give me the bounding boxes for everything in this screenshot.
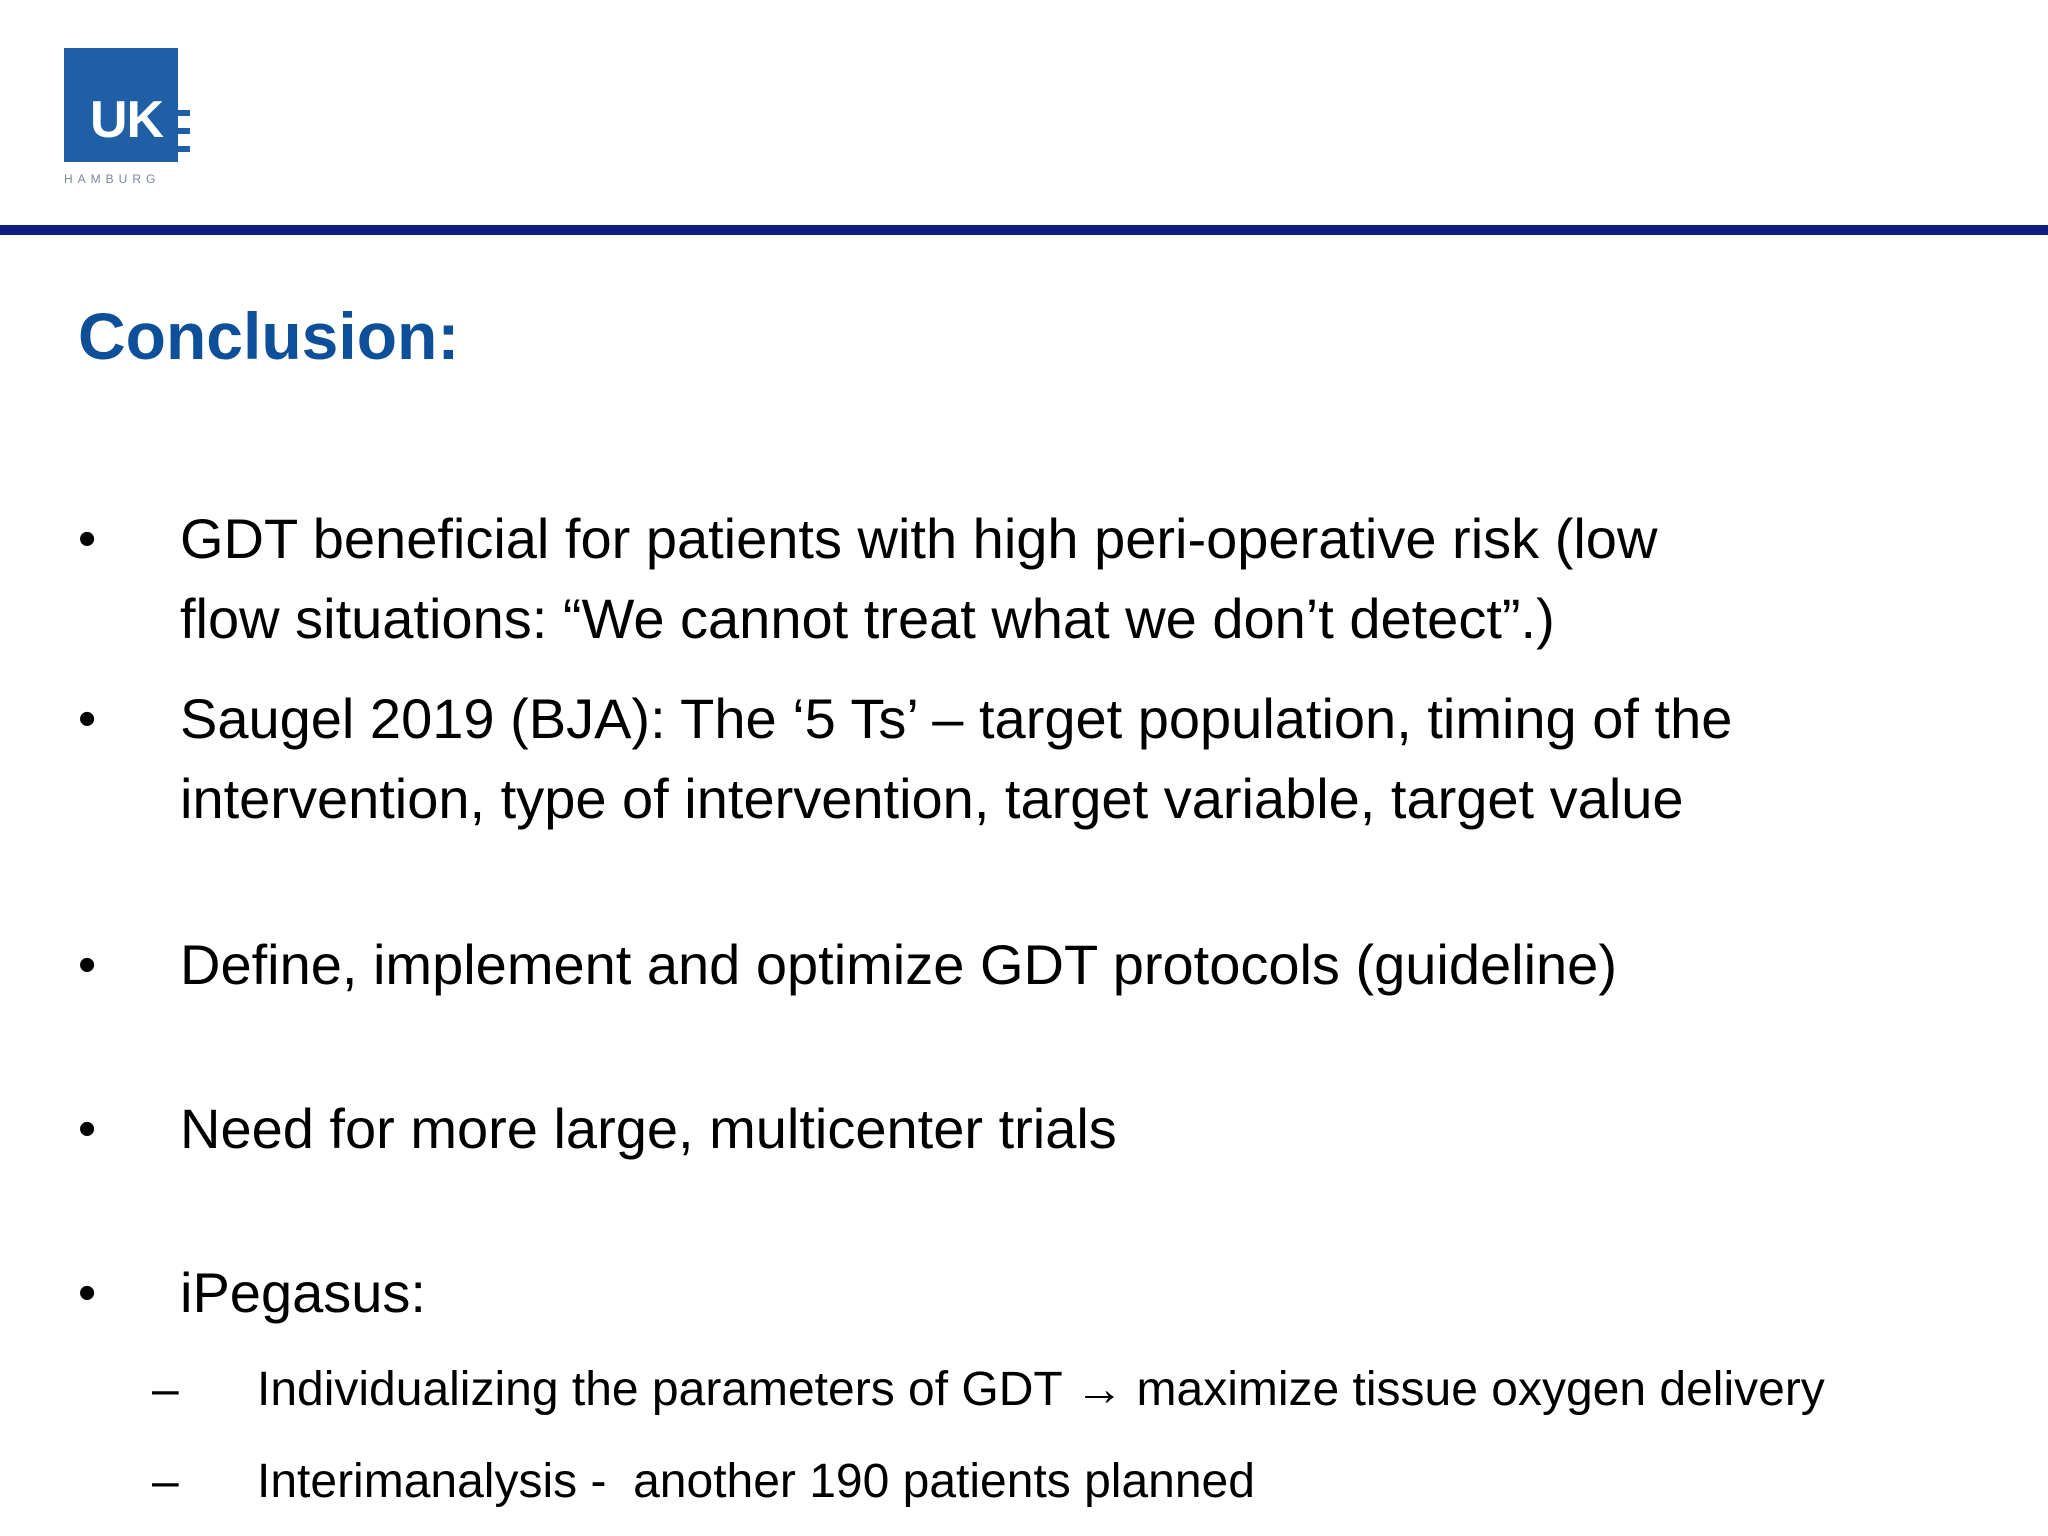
logo-mark: [178, 146, 190, 152]
header-divider: [0, 225, 2048, 235]
bullet-text: [180, 1253, 1980, 1333]
slide-title: Conclusion:: [78, 299, 460, 373]
bullet-text: [180, 925, 1980, 1005]
bullet-marker: •: [78, 510, 97, 568]
bullet-line: Define, implement and optimize GDT protocols (guideline): [180, 933, 1617, 996]
bullet-line: flow situations: “We cannot treat what we don’t detect”.): [180, 587, 1555, 650]
bullet-line: GDT beneficial for patients with high peri-operative risk (low: [180, 507, 1658, 570]
subbullet-text: Interimanalysis - another 190 patients planned: [257, 1455, 1255, 1508]
subbullet-text-after: maximize tissue oxygen delivery: [1136, 1363, 1825, 1416]
subbullet-text-before: Individualizing the parameters of GDT: [257, 1363, 1062, 1416]
logo-mark: [178, 128, 190, 134]
bullet-marker: •: [78, 1264, 97, 1322]
bullet-line: Saugel 2019 (BJA): The ‘5 Ts’ – target population, timing of the: [180, 687, 1733, 750]
bullet-line: iPegasus:: [180, 1261, 426, 1324]
bullet-text: [180, 499, 1980, 659]
subbullet-marker: –: [152, 1455, 179, 1508]
arrow-right-icon: →: [1075, 1363, 1124, 1416]
logo-subtitle: HAMBURG: [64, 172, 161, 186]
bullet-line: Need for more large, multicenter trials: [180, 1097, 1117, 1160]
logo-text: UK: [90, 91, 164, 149]
logo-mark: [178, 110, 190, 116]
subbullet-marker: –: [152, 1363, 179, 1416]
bullet-text: [180, 1089, 1980, 1169]
bullet-marker: •: [78, 690, 97, 748]
uke-logo: [64, 48, 214, 198]
bullet-text: [180, 679, 1980, 839]
bullet-marker: •: [78, 1100, 97, 1158]
subbullet-text: [257, 1357, 1825, 1423]
logo-box: [64, 48, 178, 162]
bullet-line: intervention, type of intervention, target variable, target value: [180, 767, 1684, 830]
bullet-marker: •: [78, 936, 97, 994]
